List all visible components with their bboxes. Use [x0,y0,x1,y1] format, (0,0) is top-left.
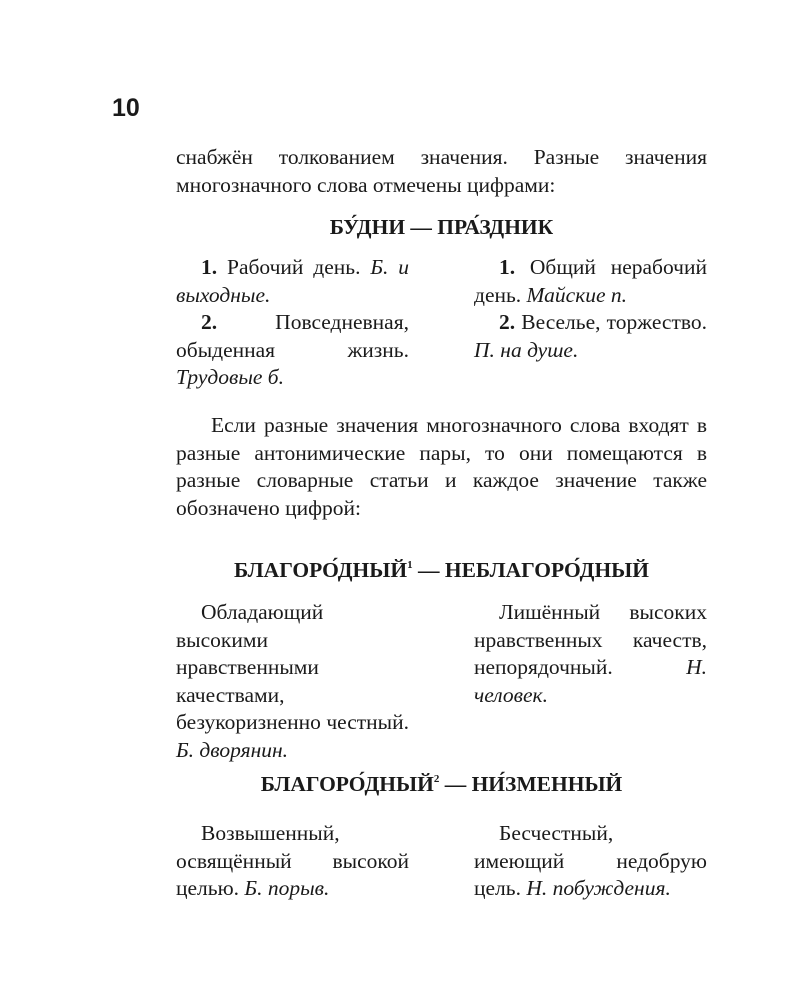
entry-1-right-column [474,254,707,364]
sense-1 [474,254,707,309]
example: Майские п. [526,282,628,307]
example: Б. порыв. [244,876,330,900]
paragraph-2: Если разные значения многозначного слова входят в разные антонимические пары, то они помещаются в разные словарные статьи и каждое значение также обозначено цифрой: [176,413,707,520]
sense-number: 2. [201,310,218,334]
sense-1 [176,254,409,309]
definition: Повседневная, обыденная жизнь. [176,310,409,362]
headword-right: — НИ́ЗМЕННЫЙ [439,772,623,796]
example: Н. побуждения. [526,876,671,900]
definition: Веселье, торжество. [515,310,707,334]
sense-number: 2. [499,310,516,334]
intro-paragraph: снабжён толкованием значения. Разные значения многозначного слова отмечены цифрами: [176,145,707,197]
entry-3-right-column [474,820,707,903]
sense-2 [176,309,409,392]
definition: Лишённый высоких нравственных качеств, непорядочный. [474,600,707,679]
definition: Бесчестный, имеющий недобрую цель. [474,821,707,900]
entry-heading-blagorodny-2 [176,770,707,798]
headword-left: БЛАГОРО́ДНЫЙ [260,772,434,796]
sense-2 [474,309,707,364]
sense-definition [474,599,707,709]
example: Б. и выходные. [176,255,409,307]
entry-heading-budni-prazdnik: БУ́ДНИ — ПРА́ЗДНИК [329,215,554,239]
headword-right: — НЕБЛАГОРО́ДНЫЙ [412,558,650,582]
page-number: 10 [112,94,140,122]
entry-2-left-column [176,599,409,764]
sense-definition [474,820,707,903]
headword-left: БЛАГОРО́ДНЫЙ [233,558,408,582]
entry-3-left-column [176,820,409,903]
sense-number: 1. [201,255,218,279]
definition: Обладающий высокими нравственными качествами, безукоризненно честный. [176,600,409,734]
example: Трудовые б. [176,365,284,389]
example: Б. дворянин. [176,737,289,762]
homonym-index: 2 [433,772,440,785]
entry-2-right-column [474,599,707,709]
definition: Общий нерабочий день. [474,255,707,307]
example: Н. человек. [474,655,707,707]
definition: Возвышенный, освящённый высокой целью. [176,821,409,900]
homonym-index: 1 [407,558,413,571]
sense-definition [176,599,409,764]
sense-number: 1. [499,255,516,279]
sense-definition [176,820,409,903]
entry-heading-blagorodny-1 [176,556,707,584]
example: П. на душе. [474,337,579,362]
entry-1-left-column [176,254,409,392]
definition: Рабочий день. [217,255,371,279]
